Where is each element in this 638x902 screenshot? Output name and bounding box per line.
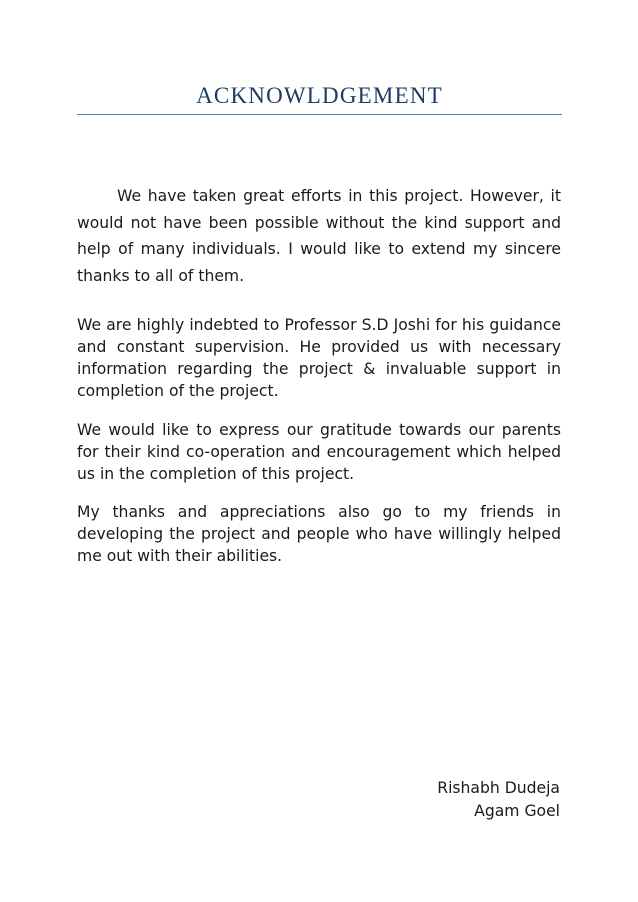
paragraph-intro: We have taken great efforts in this project. However, it would not have been possible without the kind support and help of many individuals. I would like to extend my sincere thanks to all of them. [77, 187, 561, 285]
paragraph-professor: We are highly indebted to Professor S.D Joshi for his guidance and constant supervision. He provided us with necessary information regarding the project & invaluable support in completion of the project. [77, 316, 561, 400]
signature-block [437, 777, 560, 823]
title-underline [77, 114, 562, 115]
paragraph-parents: We would like to express our gratitude towards our parents for their kind co-operation and encouragement which helped us in the completion of this project. [77, 421, 561, 483]
signatory-name: Agam Goel [474, 802, 560, 820]
page-title: ACKNOWLDGEMENT [196, 83, 443, 108]
paragraph-friends: My thanks and appreciations also go to my friends in developing the project and people who have willingly helped me out with their abilities. [77, 503, 561, 565]
signatory-name: Rishabh Dudeja [437, 779, 560, 797]
